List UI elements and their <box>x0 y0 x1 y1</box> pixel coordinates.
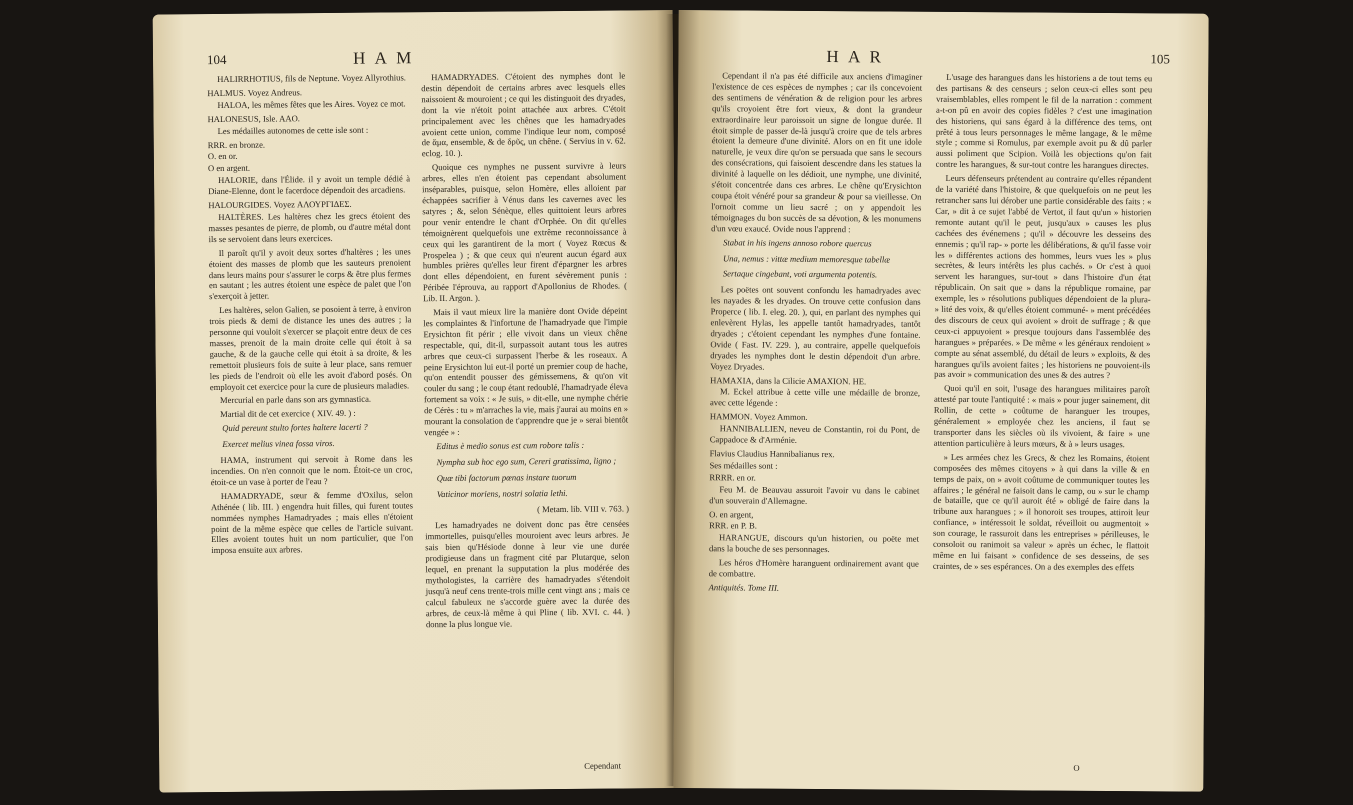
paragraph: HANNIBALLIEN, neveu de Constantin, roi du Pont, de Cappadoce & d'Arménie. <box>709 423 920 445</box>
paragraph: Les médailles autonomes de cette isle sont : <box>217 124 369 136</box>
paragraph: HAMMON. Voyez Ammon. <box>709 411 808 423</box>
paragraph: Ses médailles sont : <box>709 460 778 471</box>
paragraph: HALOURGIDES. Voyez ΑΛΟΥΡΓΙΔΕΣ. <box>208 198 352 211</box>
paragraph: Mercurial en parle dans son ars gymnastica. <box>219 394 372 406</box>
catchword-right: O <box>1073 762 1080 773</box>
running-head-right: H A R <box>826 47 884 67</box>
paragraph: Quid pereunt stulto fortes haltere lacerti ? <box>222 421 368 434</box>
paragraph: RRR. en P. B. <box>709 520 757 532</box>
paragraph: HARANGUE, discours qu'un historien, ou poëte met dans la bouche de ses personnages. <box>708 532 920 555</box>
page-number-right: 105 <box>1150 51 1170 67</box>
running-head-left: H A M <box>352 48 415 68</box>
paragraph: Nympha sub hoc ego sum, Cereri gratissima, ligno ; <box>436 455 617 467</box>
paragraph: » Les armées chez les Grecs, & chez les Romains, étoient composées des mêmes citoyens » à qui dans la ville & en temps de paix, on » avoit coûtume de communiquer toutes les affaires ; le général ne faisoit dans le camp, ou » sur le champ de bataille, que ce qu'il auroit été » obligé de faire dans la tribune aux harangues ; » il honoroit ses troupes, attiroit leur confiance, » intéressoit le soldat, réveilloit ou augmentoit » son courage, le rassuroit dans les entreprises » périlleuses, le consoloit ou ranimoit sa valeur » après un échec, le flattoit même en lui faisant » confidence de ses desseins, de ses craintes, de » ses espérances. On a des exemples des effets <box>932 451 1150 573</box>
paragraph: Vaticinor moriens, nostri solatia lethi. <box>436 487 568 499</box>
paragraph: O en argent. <box>207 163 251 174</box>
paragraph: HALMUS. Voyez Andreus. <box>207 87 303 98</box>
paragraph: Quoique ces nymphes ne pussent survivre à leurs arbres, elles n'en étoient pas cependant absolument inséparables, puisque, selon Homère, elles alloient par échappées sacrifier à Vénus dans les cavernes avec les satyres ; &, selon Sénèque, elles quittoient leurs arbres pour venir entendre le chant d'Orphée. On dit qu'elles témoignèrent quelquefois une extrême reconnoissance à ceux qui les garantirent de la mort ( Voyez Rœcus & Prospelea ) ; & que ceux qui n'eurent aucun égard aux humbles prières qu'elles leur firent d'épargner les arbres dont elles dépendoient, en furent sévèrement punis : Péribée l'éprouva, au rapport d'Apollonius de Rhodes. ( Lib. II. Argon. ). <box>422 160 628 304</box>
paragraph: Les héros d'Homère haranguent ordinairement avant que de combattre. <box>708 557 919 579</box>
paragraph: Les haltères, selon Galien, se posoient à terre, à environ trois pieds & demi de distance les unes des autres ; la personne qui vouloit s'exercer se plaçoit entre deux de ces masses, prenoit de la main droite celle qui étoit à sa gauche, & de la gauche celle qui étoit à sa droite, & les remettoit plusieurs fois de suite à leur place, sans remuer les pieds de l'endroit où elle les avoit d'abord posés. On employoit cet exercice pour la cure de plusieurs maladies. <box>209 303 412 392</box>
paragraph: Antiquités. Tome III. <box>708 582 780 593</box>
paragraph: O. en or. <box>207 151 238 162</box>
paragraph: HAMADRYADE, sœur & femme d'Oxilus, selon Athénée ( lib. III. ) engendra huit filles, qui furent toutes nommées nymphes Hamadryades ; mais elles n'étoient point de la même espèce que celles de l'article suivant. Elles avoient toutes huit un nom particulier, que l'on imposa ensuite aux arbres. <box>210 489 414 556</box>
paragraph: Una, nemus : vittæ medium memoresque tabellæ <box>722 252 891 264</box>
paragraph: HALIRRHOTIUS, fils de Neptune. Voyez Allyrothius. <box>217 72 406 84</box>
paragraph: Feu M. de Beauvau assuroit l'avoir vu dans le cabinet d'un souverain d'Allemagne. <box>709 484 920 506</box>
paragraph: HAMA, instrument qui servoit à Rome dans les incendies. On n'en connoit que le nom. Étoit-ce un croc, étoit-ce un vase à porter de l'eau ? <box>210 453 413 487</box>
paragraph: O. en argent, <box>709 508 754 520</box>
paragraph: Mais il vaut mieux lire la manière dont Ovide dépeint les complaintes & l'infortune de l'hamadryade que l'impie Erysichton fit périr ; elle vivoit dans un vieux chêne respectable, qui, dit-il, surpassoit autant tous les autres arbres que ceux-ci surpassent l'herbe & les roseaux. A peine Erysichton lui eut-il porté un premier coup de hache, qu'on entendit pousser des gémissemens, & qu'on vit couler du sang ; le coup étant redoublé, l'hamadryade éleva fortement sa voix : « Je suis, » dit-elle, une nymphe chérie de Cérès : tu » m'arraches la vie, mais j'aurai au moins en » mourant la consolation de t'apprendre que je » serai bientôt vengée » : <box>423 305 629 438</box>
paragraph: Editus è medio sonus est cum robore talis : <box>436 439 585 451</box>
paragraph: RRRR. en or. <box>709 472 756 483</box>
paragraph: M. Eckel attribue à cette ville une médaille de bronze, avec cette légende : <box>709 386 921 409</box>
paragraph: ( Metam. lib. VIII v. 763. ) <box>537 502 629 514</box>
paragraph: Il paroît qu'il y avoit deux sortes d'haltères ; les unes étoient des masses de plomb que les sauteurs prenoient dans leurs mains pour s'assurer le corps & être plus fermes en sautant ; les autres étoient une espèce de palet que l'on s'exerçoit à jetter. <box>208 245 412 302</box>
paragraph: Cependant il n'a pas été difficile aux anciens d'imaginer l'existence de ces espèces de nymphes ; car ils concevoient des sentimens de vénération & de religion pour les arbres qu'ils croyoient être fort vieux, & dont la grandeur extraordinaire leur paroissoit un signe de longue durée. Il étoit simple de passer de-là jusqu'à croire que de tels arbres étoient la demeure d'une divinité. Alors on en fit une idole naturelle, je veux dire qu'on se persuada que sans le secours des consécrations, qui faisoient descendre dans les statues la divinité à laquelle on les dédioit, une nymphe, une divinité, s'étoit concentrée dans ces arbres. Le chêne qu'Erysichton coupa étoit vénéré pour sa grandeur & pour sa vieillesse. On l'ornoit comme un lieu sacré ; on y appendoit les témoignages du bon succès de sa dévotion, & les monumens d'un vœu exaucé. Ovide nous l'apprend : <box>711 70 923 234</box>
right-page <box>673 10 1208 792</box>
paragraph: Les poëtes ont souvent confondu les hamadryades avec les nayades & les dryades. On trouve cette confusion dans Properce ( lib. I. eleg. 20. ), qui, en parlant des nymphes qui enlevèrent Hylas, les appelle tantôt hamadryades, tantôt dryades ; c'étoient cependant les nymphes d'une fontaine. Ovide ( Fast. IV. 229. ), au contraire, appelle quelquefois dryades les nymphes dont le destin dépendoit d'un arbre. Voyez Dryades. <box>710 284 921 372</box>
paragraph: Sertaque cingebant, voti argumenta potentis. <box>722 268 878 280</box>
paragraph: Les hamadryades ne doivent donc pas être censées immortelles, puisqu'elles mouroient avec leurs arbres. Je sais bien qu'Hésiode donne à leur vie une durée prodigieuse dans un fragment cité par Plutarque, selon lequel, en prenant la supputation la plus modérée des mythologistes, la carrière des hamadryades s'étendoit jusqu'à neuf cens trente-trois mille cent vingt ans ; mais ce calcul fabuleux ne s'accorde guère avec la durée des arbres, de ceux-là même à qui Pline ( lib. XVI. c. 44. ) donne la plus longue vie. <box>425 518 630 629</box>
paragraph: HAMAXIA, dans la Cilicie AMAXION. HE. <box>710 374 867 386</box>
paragraph: HAMADRYADES. C'étoient des nymphes dont le destin dépendoit de certains arbres avec lesquels elles naissoient & mouroient ; ce qui les distinguoit des dryades, dont la vie n'étoit point attachée aux arbres. C'étoit principalement avec les chênes que les hamadryades avoient cette union, comme l'indique leur nom, composé de ἅμα, ensemble, & de δρῦς, un chêne. ( Servius in v. 62. eclog. 10. ). <box>421 70 626 159</box>
left-page <box>153 10 680 793</box>
catchword-left: Cependant <box>584 760 622 771</box>
paragraph: RRR. en bronze. <box>207 139 266 150</box>
paragraph: HALOA, les mêmes fêtes que les Aires. Voyez ce mot. <box>217 98 406 110</box>
paragraph: Martial dit de cet exercice ( XIV. 49. ) : <box>220 408 356 420</box>
right-column-2 <box>933 72 1153 576</box>
paragraph: Quoi qu'il en soit, l'usage des harangues militaires paroît attesté par toute l'antiquité : « mais » pour juger sainement, dit Rollin, de cette » coûtume de haranguer les troupes, généralement » employée chez les anciens, il faut se transporter dans les siècles où ils vivoient, & faire » une attention particulière à leurs mœurs, & à » leurs usages. <box>933 383 1151 450</box>
page-number-left: 104 <box>206 51 227 68</box>
paragraph: HALONESUS, Isle. AAO. <box>207 112 300 124</box>
paragraph: Quæ tibi factorum pœnas instare tuorum <box>436 471 577 483</box>
paragraph: L'usage des harangues dans les historiens a de tout tems eu des partisans & des censeurs ; selon ceux-ci elles sont peu vraisemblables, elles rompent le fil de la narration : comment a-t-on pû en avoir des copies fidèles ? c'est une imagination des historiens, qui sans égard à la différence des tems, ont prêté à tous leurs personnages le même langage, & le même style ; comme si Romulus, par exemple avoit pu & dû parler aussi poliment que Scipion. Voilà les objections qu'on fait contre les harangues, & sur-tout contre les harangues directes. <box>935 71 1153 171</box>
right-column-1 <box>709 70 923 597</box>
paragraph: Stabat in his ingens annoso robore quercus <box>723 236 872 248</box>
left-column-2 <box>421 70 630 632</box>
paragraph: HALORIE, dans l'Élide. il y avoit un temple dédié à Diane-Elenne, dont le facerdoce dépendoit des arcadiens. <box>208 173 411 197</box>
left-column-1 <box>207 72 413 559</box>
paragraph: Leurs défenseurs prétendent au contraire qu'elles répandent de la variété dans l'histoire, & que quelquefois on ne peut les retrancher sans lui dérober une partie considérable des faits : « Car, » dit à ce sujet l'abbé de Vertot, il faut qu'un » historien remonte autant qu'il le peut, jusqu'aux » causes les plus cachées des événemens ; qu'il » découvre les desseins des ennemis ; qu'il rap- » porte les délibérations, & qu'il fasse voir les » différentes actions des hommes, leurs vues les » plus secrètes, & leurs intérêts les plus cachés. » Or c'est à quoi servent les harangues, sur-tout » dans l'histoire d'un état républicain. On sait que » dans la république romaine, par exemple, les » résolutions publiques dépendoient de la plura- » lité des voix, & qu'elles étoient communé- » ment précédées des discours de ceux qui avoient » droit de suffrage ; & que ceux-ci appuyoient » presque toujours dans l'assemblée des harangues » préparées. » De même « les généraux rendoient » compte au sénat assemblé, du détail de leurs » exploits, & des harangues qu'ils avoient faites ; les historiens ne pouvoient-ils pas avoir » communication des unes & des autres ? <box>934 173 1152 381</box>
paragraph: Flavius Claudius Hannibalianus rex. <box>709 448 835 460</box>
paragraph: HALTÈRES. Les haltères chez les grecs étoient des masses pesantes de pierre, de plomb, ou d'autre métal dont ils se servoient dans leurs exercices. <box>208 210 411 244</box>
paragraph: Exercet melius vinea fossa viros. <box>222 438 335 450</box>
